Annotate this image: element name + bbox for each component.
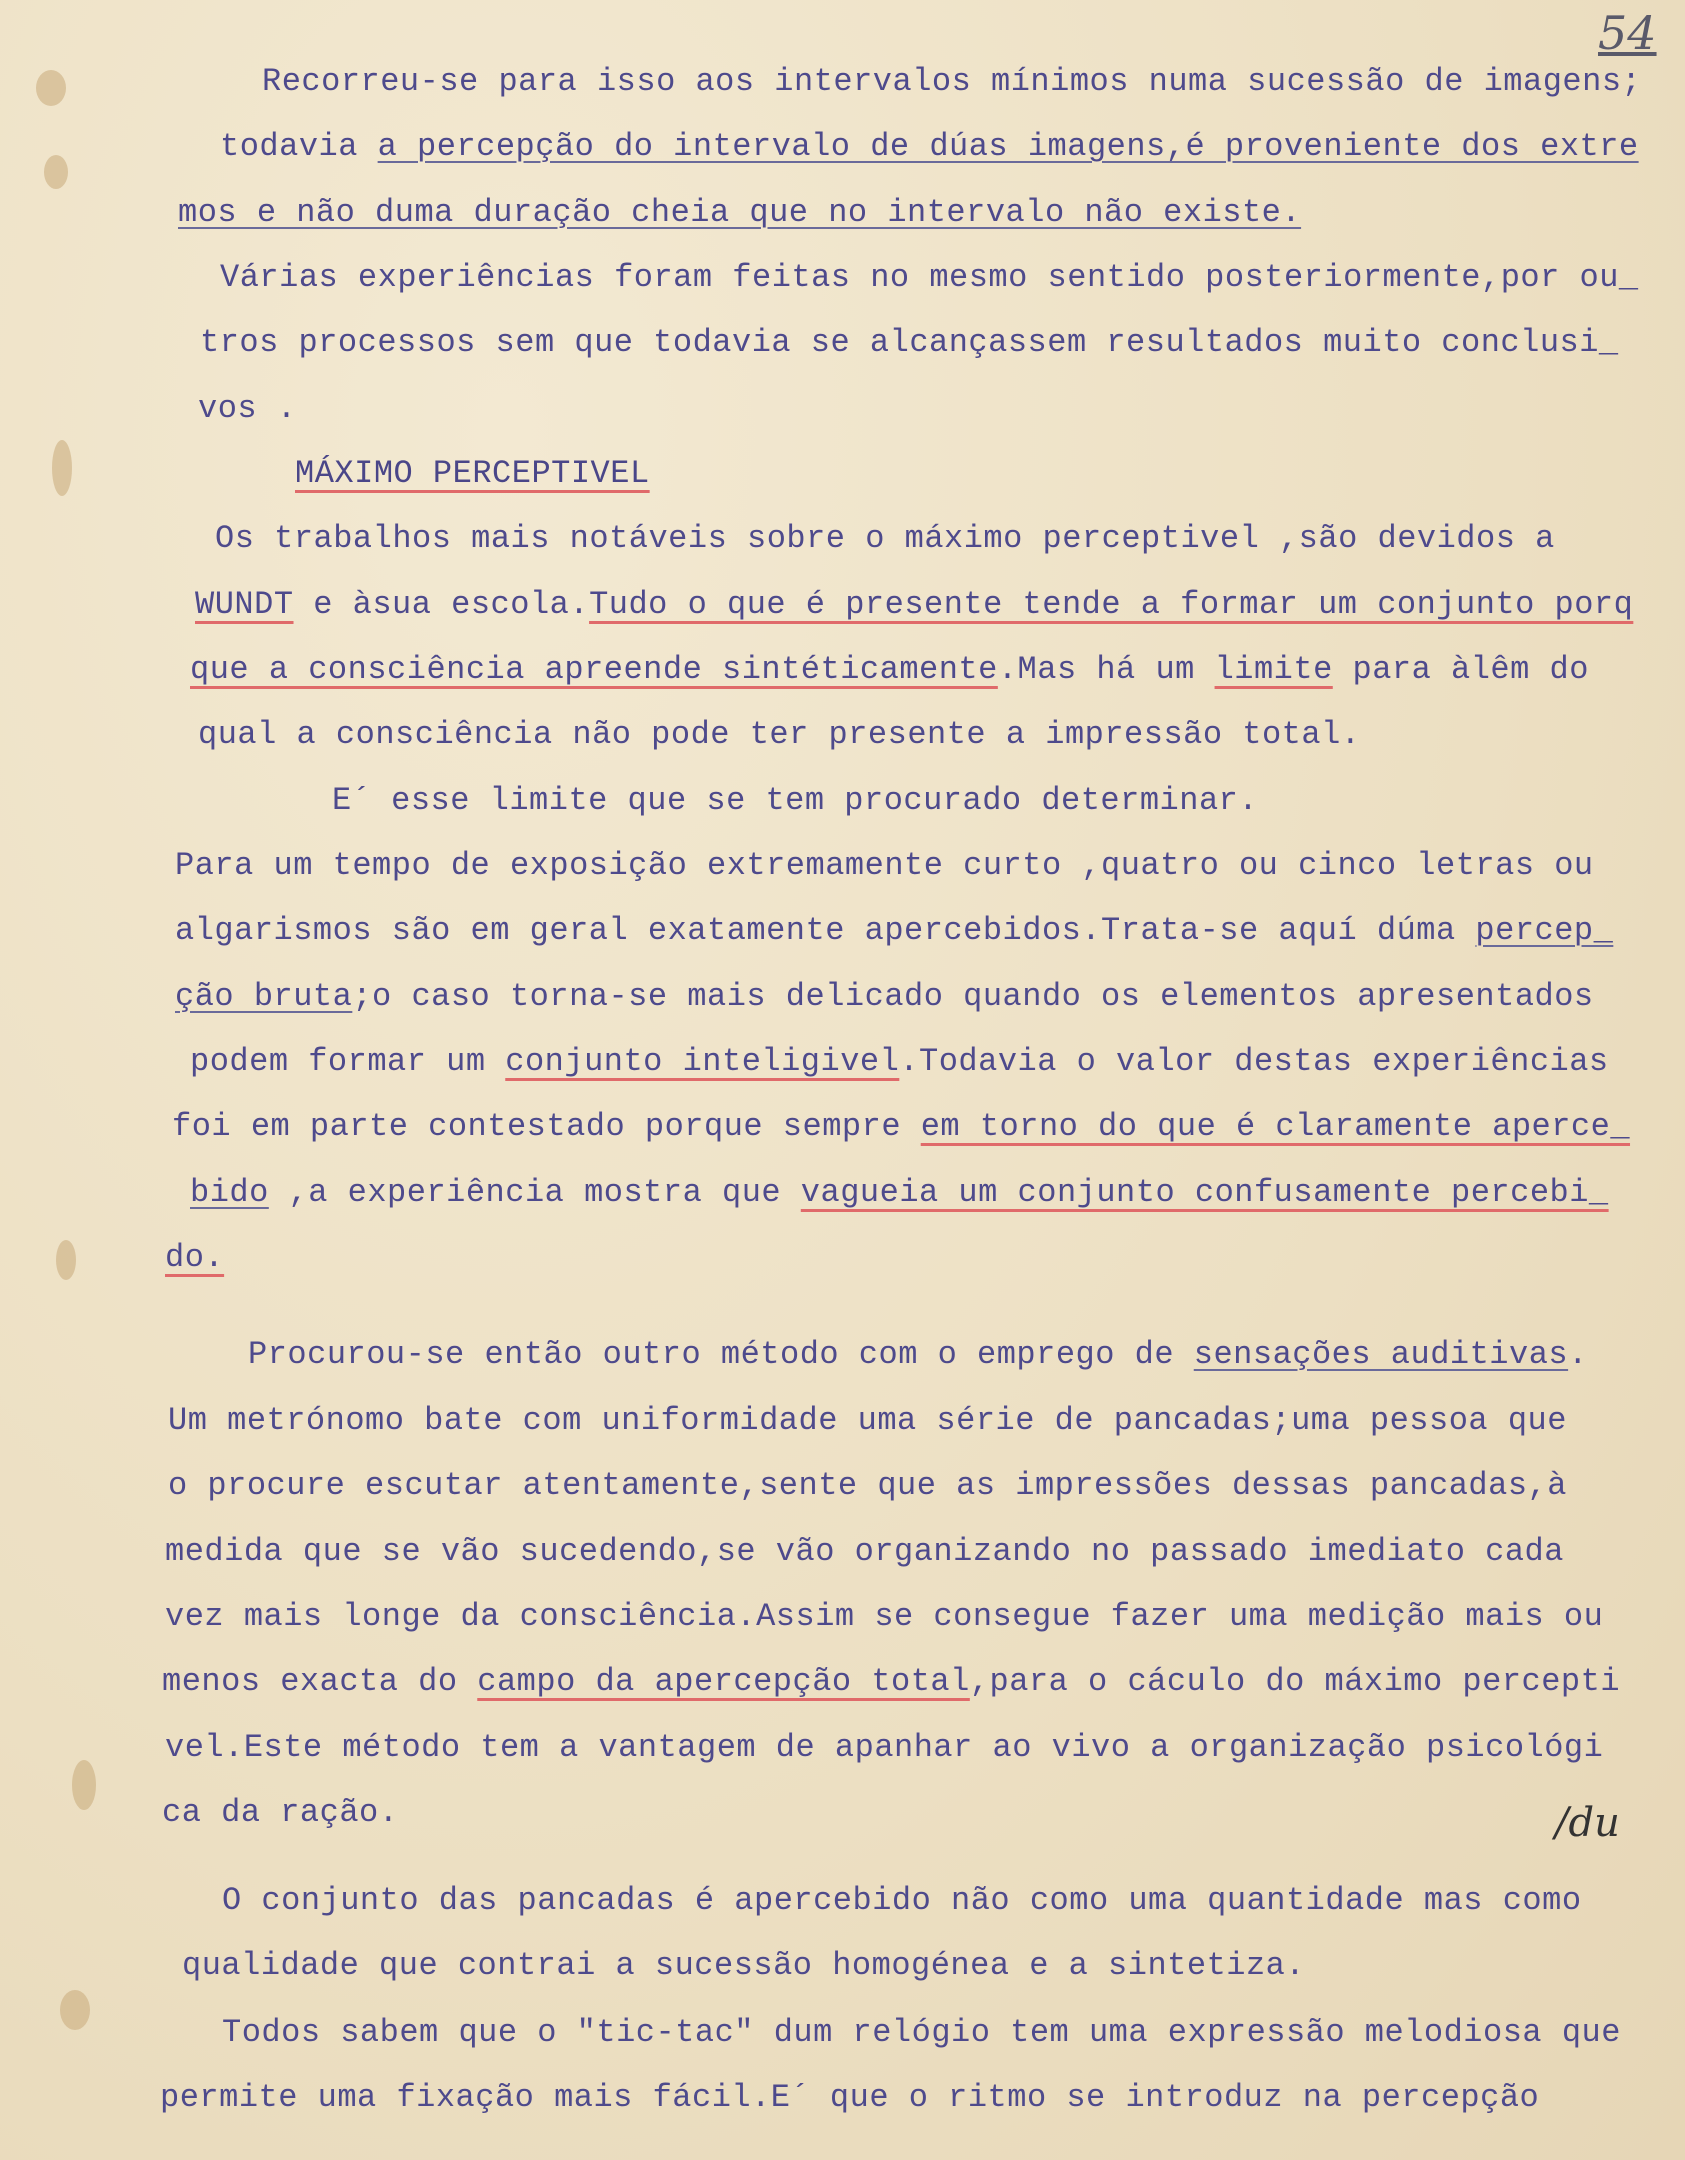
underlined-phrase: Tudo o que é presente tende a formar um conjunto porq bbox=[589, 586, 1634, 623]
text-span: ,para o cáculo do máximo percepti bbox=[969, 1663, 1621, 1700]
text-line bbox=[165, 1592, 1603, 1642]
text-span: Várias experiências foram feitas no mesmo sentido posteriormente,por ou_ bbox=[220, 259, 1639, 296]
text-span: ,a experiência mostra que bbox=[268, 1174, 801, 1211]
text-line bbox=[168, 1461, 1567, 1511]
text-line bbox=[295, 449, 650, 499]
hole-stain bbox=[56, 1240, 76, 1280]
text-line bbox=[162, 1788, 398, 1838]
text-span: . bbox=[1568, 1336, 1588, 1373]
text-line bbox=[165, 1527, 1564, 1577]
text-line bbox=[175, 972, 1594, 1022]
text-span: permite uma fixação mais fácil.E´ que o ritmo se introduz na percepção bbox=[160, 2079, 1540, 2116]
text-span: foi em parte contestado porque sempre bbox=[172, 1108, 921, 1145]
underlined-phrase: limite bbox=[1214, 651, 1333, 688]
page-number: 54 bbox=[1598, 6, 1657, 60]
underlined-phrase: do. bbox=[165, 1239, 225, 1276]
hole-stain bbox=[36, 70, 66, 106]
text-span: .Todavia o valor destas experiências bbox=[899, 1043, 1609, 1080]
text-span: qualidade que contrai a sucessão homogénea e a sintetiza. bbox=[182, 1947, 1306, 1984]
hole-stain bbox=[60, 1990, 90, 2030]
underlined-phrase: em torno do que é claramente aperce_ bbox=[920, 1108, 1631, 1145]
underlined-phrase: percep_ bbox=[1475, 912, 1614, 949]
text-span: qual a consciência não pode ter presente a impressão total. bbox=[198, 716, 1361, 753]
text-line bbox=[160, 2073, 1539, 2123]
text-line bbox=[195, 580, 1633, 630]
text-span: menos exacta do bbox=[162, 1663, 478, 1700]
text-line bbox=[165, 1233, 224, 1283]
text-line bbox=[190, 645, 1589, 695]
text-line bbox=[262, 57, 1641, 107]
text-span: ;o caso torna-se mais delicado quando os elementos apresentados bbox=[352, 978, 1594, 1015]
text-line bbox=[215, 514, 1555, 564]
underlined-phrase: sensações auditivas bbox=[1193, 1336, 1569, 1373]
text-span: o procure escutar atentamente,sente que as impressões dessas pancadas,à bbox=[168, 1467, 1567, 1504]
handwritten-margin-note: /du bbox=[1555, 1800, 1620, 1846]
underlined-phrase: vagueia um conjunto confusamente percebi_ bbox=[800, 1174, 1609, 1211]
text-span: vel.Este método tem a vantagem de apanhar ao vivo a organização psicológi bbox=[165, 1729, 1604, 1766]
text-span: todavia bbox=[220, 128, 378, 165]
text-span: Os trabalhos mais notáveis sobre o máximo perceptivel ,são devidos a bbox=[215, 520, 1555, 557]
text-line bbox=[190, 1168, 1609, 1218]
underlined-phrase: conjunto inteligivel bbox=[505, 1043, 900, 1080]
underlined-phrase: mos e não duma duração cheia que no intervalo não existe. bbox=[178, 194, 1302, 231]
text-span: vez mais longe da consciência.Assim se consegue fazer uma medição mais ou bbox=[165, 1598, 1604, 1635]
text-line bbox=[198, 384, 297, 434]
text-span: O conjunto das pancadas é apercebido não como uma quantidade mas como bbox=[222, 1882, 1582, 1919]
hole-stain bbox=[72, 1760, 96, 1810]
text-line bbox=[178, 188, 1301, 238]
text-line bbox=[332, 776, 1258, 826]
text-span: medida que se vão sucedendo,se vão organizando no passado imediato cada bbox=[165, 1533, 1564, 1570]
text-line bbox=[165, 1723, 1603, 1773]
text-span: e àsua escola. bbox=[293, 586, 590, 623]
text-line bbox=[198, 710, 1360, 760]
text-line bbox=[175, 841, 1594, 891]
hole-stain bbox=[52, 440, 72, 496]
underlined-phrase: bido bbox=[190, 1174, 269, 1211]
text-line bbox=[162, 1657, 1620, 1707]
text-line bbox=[222, 2008, 1621, 2058]
text-span: Todos sabem que o "tic-tac" dum relógio tem uma expressão melodiosa que bbox=[222, 2014, 1621, 2051]
hole-stain bbox=[44, 155, 68, 189]
text-span: .Mas há um bbox=[997, 651, 1215, 688]
underlined-phrase: a percepção do intervalo de dúas imagens,é proveniente dos extre bbox=[377, 128, 1639, 165]
underlined-phrase: campo da apercepção total bbox=[477, 1663, 970, 1700]
text-line bbox=[182, 1941, 1305, 1991]
text-line bbox=[168, 1396, 1567, 1446]
text-span: E´ esse limite que se tem procurado determinar. bbox=[332, 782, 1259, 819]
underlined-phrase: WUNDT bbox=[195, 586, 294, 623]
text-span: para àlêm do bbox=[1332, 651, 1589, 688]
text-span: ca da ração. bbox=[162, 1794, 399, 1831]
text-span: Recorreu-se para isso aos intervalos mínimos numa sucessão de imagens; bbox=[262, 63, 1642, 100]
text-span: podem formar um bbox=[190, 1043, 506, 1080]
text-line bbox=[220, 253, 1639, 303]
text-span: Um metrónomo bate com uniformidade uma série de pancadas;uma pessoa que bbox=[168, 1402, 1567, 1439]
text-span: vos . bbox=[198, 390, 297, 427]
text-span: Procurou-se então outro método com o emprego de bbox=[248, 1336, 1194, 1373]
text-span: algarismos são em geral exatamente apercebidos.Trata-se aquí dúma bbox=[175, 912, 1476, 949]
text-span: tros processos sem que todavia se alcançassem resultados muito conclusi_ bbox=[200, 324, 1619, 361]
text-line bbox=[172, 1102, 1630, 1152]
text-line bbox=[190, 1037, 1609, 1087]
text-line bbox=[220, 122, 1639, 172]
text-line bbox=[175, 906, 1613, 956]
underlined-phrase: MÁXIMO PERCEPTIVEL bbox=[295, 455, 650, 492]
underlined-phrase: que a consciência apreende sintéticamente bbox=[190, 651, 998, 688]
text-span: Para um tempo de exposição extremamente curto ,quatro ou cinco letras ou bbox=[175, 847, 1594, 884]
text-line bbox=[200, 318, 1619, 368]
text-line bbox=[248, 1330, 1588, 1380]
text-line bbox=[222, 1876, 1582, 1926]
underlined-phrase: ção bruta bbox=[175, 978, 353, 1015]
